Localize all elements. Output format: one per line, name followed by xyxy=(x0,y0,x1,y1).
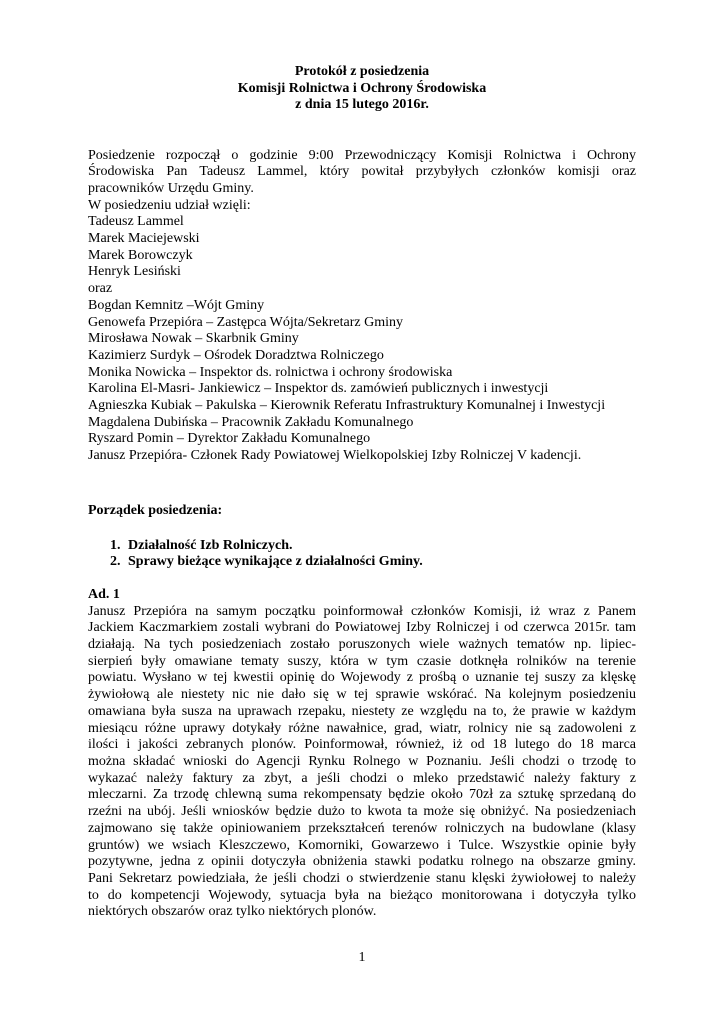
intro-line: pracowników Urzędu Gminy. xyxy=(88,180,254,196)
ad1-line: Janusz Przepióra na samym początku poinformował członków Komisji, iż wraz z Panem xyxy=(88,603,636,619)
ad1-heading: Ad. 1 xyxy=(88,586,120,602)
guest-item: Mirosława Nowak – Skarbnik Gminy xyxy=(88,331,299,347)
ad1-line: żywiołową ale niestety nic nie dało się w tej sprawie wskórać. Na kolejnym posiedzeniu xyxy=(88,687,636,703)
guest-item: Karolina El-Masri- Jankiewicz – Inspektor ds. zamówień publicznych i inwestycji xyxy=(88,381,549,397)
ad1-line: rzeźni na ubój. Jeśli wniosków będzie dużo to kwota ta może się obniżyć. Na posiedzeniach xyxy=(88,804,636,820)
document-page xyxy=(88,64,636,921)
title-line-2: Komisji Rolnictwa i Ochrony Środowiska xyxy=(237,80,487,96)
ad1-line: gruntów) we wsiach Kleszczewo, Komorniki, Gowarzewo i Tulce. Wszystkie opinie były xyxy=(88,837,636,853)
participants-heading: W posiedzeniu udział wzięli: xyxy=(88,197,251,213)
ad1-line: niektórych obszarów oraz tylko niektórych plonów. xyxy=(88,904,377,920)
ad1-line: wykazać należy faktury za zbyt, a jeśli chodzi o mleko przedstawić należy faktury z xyxy=(88,770,636,786)
member-item: Tadeusz Lammel xyxy=(88,214,184,230)
ad1-line: można składać wnioski do Agencji Rynku Rolnego w Poznaniu. Jeśli chodzi o trzodę to xyxy=(88,754,636,769)
ad1-line: Jackiem Kaczmarkiem zostali wybrani do Powiatowej Izby Rolniczej i od czerwca 2015r. tam xyxy=(88,620,636,636)
guest-item: Ryszard Pomin – Dyrektor Zakładu Komunalnego xyxy=(88,431,371,447)
agenda-item: 2. Sprawy bieżące wynikające z działalności Gminy. xyxy=(124,554,636,571)
oraz-text: oraz xyxy=(88,281,113,297)
member-item: Marek Maciejewski xyxy=(88,231,200,247)
ad1-line: omawiana była susza na uprawach rzepaku, niestety ze względu na to, że prawie w każdym xyxy=(88,703,636,719)
ad1-line: sierpień były omawiane tematy suszy, która w tym czasie dotknęła rolników na terenie xyxy=(88,653,636,669)
ad1-line: działają. Na tych posiedzeniach zostało poruszonych wiele ważnych tematów np. lipiec- xyxy=(88,637,636,653)
guest-item: Monika Nowicka – Inspektor ds. rolnictwa i ochrony środowiska xyxy=(88,364,453,380)
agenda-heading: Porządek posiedzenia: xyxy=(88,502,223,518)
guest-item: Agnieszka Kubiak – Pakulska – Kierownik Referatu Infrastruktury Komunalnej i Inwestycji xyxy=(88,398,606,414)
ad1-line: powiatu. Wysłano w tej kwestii opinię do Wojewody z prośbą o uznanie tej suszy za klęskę xyxy=(88,670,636,686)
guest-item: Kazimierz Surdyk – Ośrodek Doradztwa Rolniczego xyxy=(88,347,384,363)
ad1-line: miesiącu różne uprawy dotykały różne nawałnice, grad, wiatr, rolnicy nie są zadowoleni z xyxy=(88,720,636,736)
page-number: 1 xyxy=(358,950,366,965)
member-item: Marek Borowczyk xyxy=(88,247,193,263)
title-line-1: Protokół z posiedzenia xyxy=(294,64,430,79)
agenda-item: 1. Działalność Izb Rolniczych. xyxy=(124,538,636,555)
document-title xyxy=(88,64,636,114)
member-item: Henryk Lesiński xyxy=(88,264,181,280)
agenda-list xyxy=(88,538,636,571)
guest-item: Magdalena Dubińska – Pracownik Zakładu Komunalnego xyxy=(88,414,414,430)
ad1-line: pozytywne, jedna z opinii dotyczyła obniżenia stawki podatku rolnego na obszarze gminy. xyxy=(88,854,636,870)
ad1-line: Pani Sekretarz powiedziała, że jeśli chodzi o stwierdzenie stanu klęski żywiołowej to należy xyxy=(88,870,636,886)
ad1-line: to do kompetencji Wojewody, sytuacja była na bieżąco monitorowana i dotyczyła tylko xyxy=(88,887,636,903)
intro-line: Środowiska Pan Tadeusz Lammel, który powitał przybyłych członków komisji oraz xyxy=(88,164,636,180)
intro-paragraph xyxy=(88,148,636,465)
ad1-paragraph xyxy=(88,604,636,921)
ad1-line: zajmowano się także opiniowaniem przekształceń terenów rolniczych na budowlane (klasy xyxy=(88,820,636,836)
guest-item: Janusz Przepióra- Członek Rady Powiatowej Wielkopolskiej Izby Rolniczej V kadencji. xyxy=(88,448,582,464)
title-line-3: z dnia 15 lutego 2016r. xyxy=(295,97,429,112)
intro-line: Posiedzenie rozpoczął o godzinie 9:00 Przewodniczący Komisji Rolnictwa i Ochrony xyxy=(88,147,636,163)
guest-item: Genowefa Przepióra – Zastępca Wójta/Sekretarz Gminy xyxy=(88,314,403,330)
guest-item: Bogdan Kemnitz –Wójt Gminy xyxy=(88,297,265,313)
ad1-line: mleczarni. Za trzodę chlewną suma rekompensaty będzie około 70zł za sztukę sprzedaną do xyxy=(88,787,636,803)
ad1-line: ilości i jakości zebranych plonów. Poinformował, również, iż od 18 lutego do 18 marca xyxy=(88,737,636,753)
